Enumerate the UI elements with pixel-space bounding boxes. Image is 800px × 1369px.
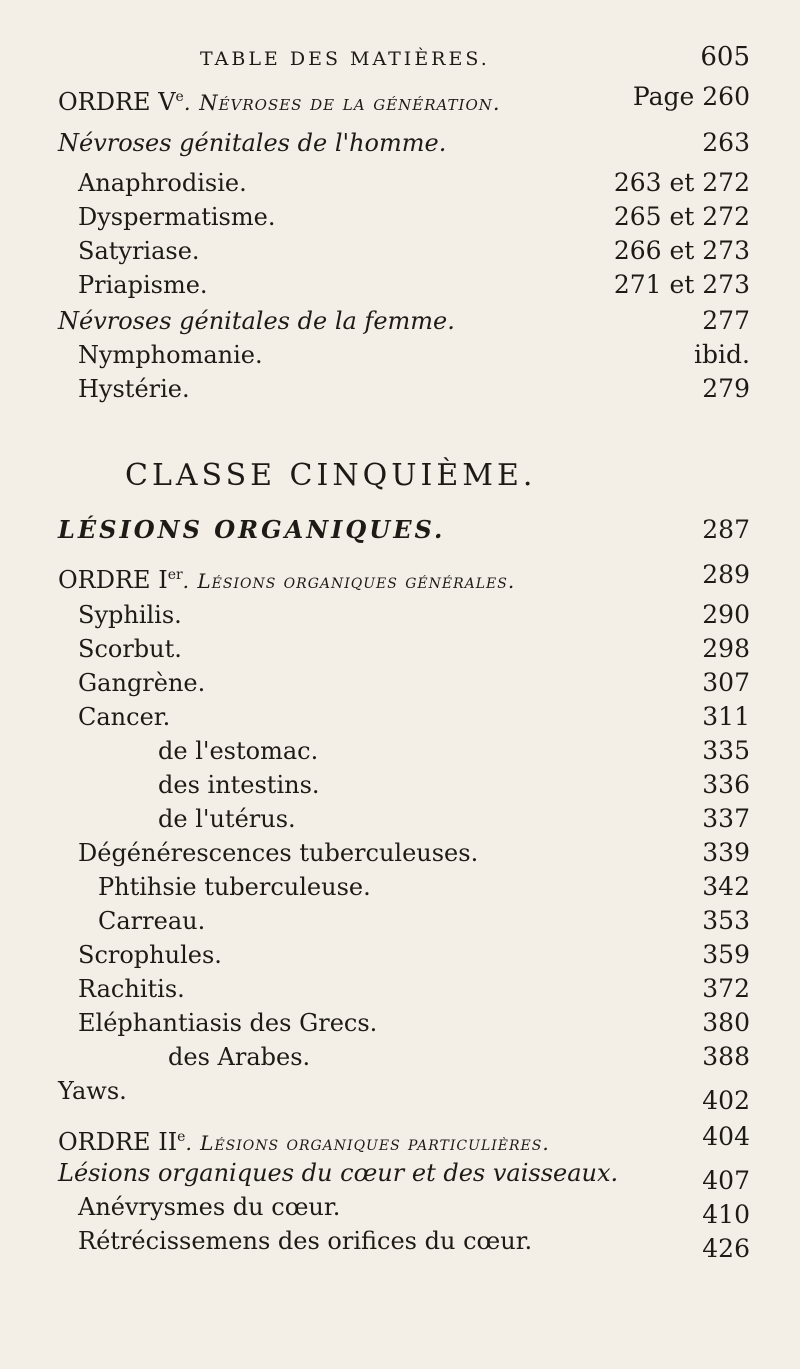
toc-entry-label: Eléphantiasis des Grecs. <box>78 1009 378 1037</box>
toc-entry-ref: 388 <box>702 1042 750 1071</box>
toc-entry <box>58 870 750 904</box>
toc-entry-ref: 426 <box>702 1234 750 1263</box>
toc-entry <box>58 904 750 938</box>
ordre-v-heading <box>58 80 750 114</box>
ordre-v-sup: e <box>175 89 184 105</box>
toc-entry <box>58 666 750 700</box>
toc-entry <box>58 632 750 666</box>
toc-entry <box>58 1224 750 1263</box>
toc-entry-label: Névroses génitales de la femme. <box>58 307 455 335</box>
toc-entry <box>58 836 750 870</box>
toc-entry <box>58 126 750 160</box>
toc-entry-label: Dégénérescences tuberculeuses. <box>78 839 479 867</box>
toc-entry-ref: ibid. <box>694 340 750 369</box>
toc-entry-label: de l'estomac. <box>158 737 319 765</box>
toc-entry-ref: 271 et 273 <box>613 270 750 299</box>
toc-entry-label: Satyriase. <box>78 237 200 265</box>
ordre-ii-heading <box>58 1120 750 1154</box>
toc-entry-ref: 410 <box>702 1200 750 1229</box>
toc-entry-label: Rachitis. <box>78 975 185 1003</box>
running-title: TABLE DES MATIÈRES. <box>200 48 490 70</box>
toc-entry-label: Syphilis. <box>78 601 182 629</box>
toc-entry-label: Anévrysmes du cœur. <box>78 1193 341 1221</box>
toc-entry-ref: 311 <box>702 702 750 731</box>
toc-entry-ref: 402 <box>702 1086 750 1115</box>
toc-entry <box>58 1156 750 1195</box>
toc-entry-label: Rétrécissemens des orifices du cœur. <box>78 1227 533 1255</box>
ordre-ii-title: . Lésions organiques particulières. <box>185 1131 550 1155</box>
toc-entry <box>58 304 750 338</box>
toc-entry-label: Phtihsie tuberculeuse. <box>98 873 371 901</box>
toc-entry-ref: 335 <box>702 736 750 765</box>
toc-entry <box>58 768 750 802</box>
toc-entry <box>58 1074 750 1115</box>
toc-entry <box>58 700 750 734</box>
toc-entry <box>58 972 750 1006</box>
toc-entry-label: Nymphomanie. <box>78 341 263 369</box>
toc-entry <box>58 1040 750 1074</box>
toc-entry-ref: 359 <box>702 940 750 969</box>
ordre-v-title: . Névroses de la génération. <box>183 91 501 115</box>
toc-entry-label: Anaphrodisie. <box>78 169 247 197</box>
toc-entry-ref: 380 <box>702 1008 750 1037</box>
toc-entry-label: Névroses génitales de l'homme. <box>58 129 447 157</box>
ordre-i-heading <box>58 558 750 592</box>
toc-entry-ref: 407 <box>702 1166 750 1195</box>
ordre-v-prefix: ORDRE V <box>58 88 176 116</box>
toc-entry <box>58 938 750 972</box>
toc-entry-label: Yaws. <box>58 1077 127 1105</box>
toc-entry <box>58 734 750 768</box>
ordre-i-sup: er <box>167 567 183 583</box>
lesions-title: LÉSIONS ORGANIQUES. <box>58 515 446 544</box>
toc-entry-label: Cancer. <box>78 703 171 731</box>
toc-entry-ref: 339 <box>702 838 750 867</box>
classe-heading: CLASSE CINQUIÈME. <box>125 458 537 493</box>
lesions-ref: 287 <box>702 515 750 544</box>
ordre-ii-prefix: ORDRE II <box>58 1128 178 1156</box>
toc-entry <box>58 338 750 372</box>
toc-entry <box>58 268 750 302</box>
toc-entry <box>58 372 750 406</box>
toc-entry-ref: 277 <box>702 306 750 335</box>
toc-entry <box>58 234 750 268</box>
toc-entry-label: Carreau. <box>98 907 206 935</box>
toc-entry-label: des intestins. <box>158 771 320 799</box>
ordre-i-title: . Lésions organiques générales. <box>182 569 516 593</box>
toc-entry-label: Gangrène. <box>78 669 206 697</box>
running-header <box>200 42 750 72</box>
toc-entry-label: des Arabes. <box>168 1043 311 1071</box>
toc-entry-label: Priapisme. <box>78 271 208 299</box>
toc-entry-label: de l'utérus. <box>158 805 296 833</box>
toc-entry-label: Scrophules. <box>78 941 222 969</box>
toc-entry-ref: 265 et 272 <box>613 202 750 231</box>
toc-entry-ref: 337 <box>702 804 750 833</box>
toc-entry-ref: 279 <box>702 374 750 403</box>
toc-entry-ref: 342 <box>702 872 750 901</box>
toc-entry <box>58 598 750 632</box>
toc-entry-ref: 372 <box>702 974 750 1003</box>
toc-entry-ref: 266 et 273 <box>613 236 750 265</box>
lesions-heading <box>58 513 750 547</box>
page-number: 605 <box>700 42 750 72</box>
toc-entry-label: Hystérie. <box>78 375 190 403</box>
toc-entry <box>58 1190 750 1229</box>
toc-entry-ref: 298 <box>702 634 750 663</box>
ordre-ii-sup: e <box>177 1129 186 1145</box>
toc-entry-ref: 307 <box>702 668 750 697</box>
toc-entry-label: Dyspermatisme. <box>78 203 276 231</box>
ordre-ii-ref: 404 <box>702 1122 750 1151</box>
toc-entry-label: Lésions organiques du cœur et des vaisseaux. <box>58 1159 619 1187</box>
toc-entry-ref: 336 <box>702 770 750 799</box>
toc-entry-label: Scorbut. <box>78 635 182 663</box>
toc-entry-ref: 263 et 272 <box>613 168 750 197</box>
ordre-v-ref: Page 260 <box>632 82 750 111</box>
toc-entry <box>58 200 750 234</box>
toc-entry-ref: 353 <box>702 906 750 935</box>
toc-entry <box>58 802 750 836</box>
toc-entry <box>58 1006 750 1040</box>
toc-entry <box>58 166 750 200</box>
toc-entry-ref: 290 <box>702 600 750 629</box>
ordre-i-prefix: ORDRE I <box>58 566 168 594</box>
toc-entry-ref: 263 <box>702 128 750 157</box>
ordre-i-ref: 289 <box>702 560 750 589</box>
